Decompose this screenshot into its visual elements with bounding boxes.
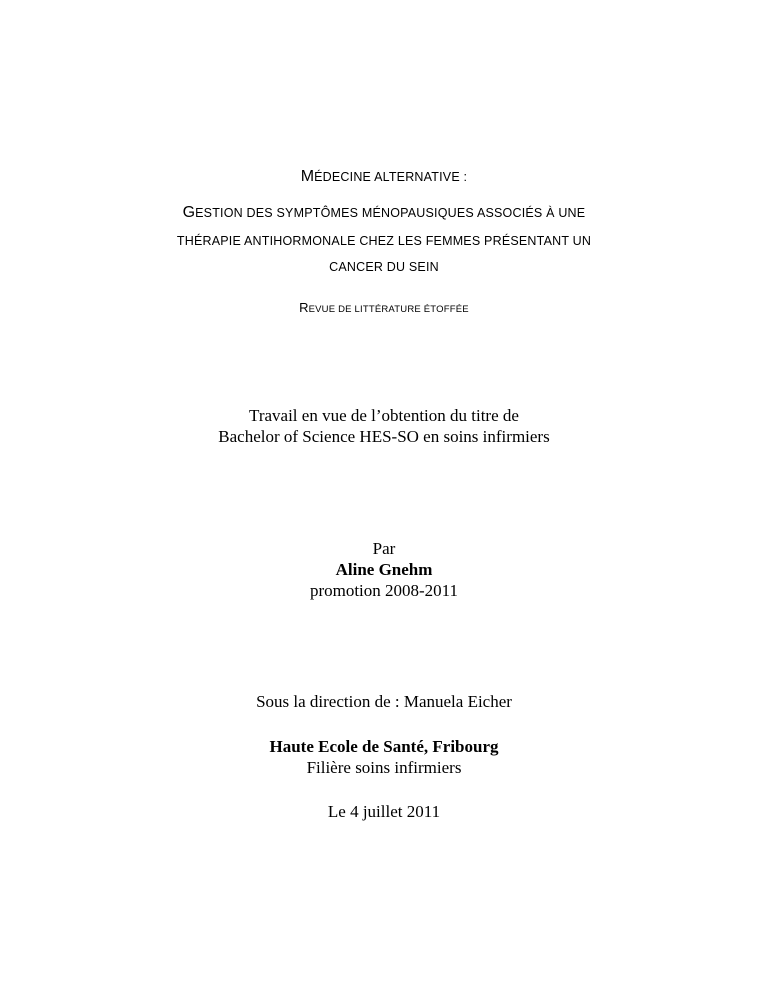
title-line-3 — [0, 232, 768, 250]
school-name: Haute Ecole de Santé, Fribourg — [269, 737, 499, 756]
subtitle-cap: R — [299, 300, 309, 315]
title-line-3-text: THÉRAPIE ANTIHORMONALE CHEZ LES FEMMES PRÉSENTANT UN — [176, 234, 592, 248]
subtitle — [0, 299, 768, 317]
title-line-1 — [0, 168, 768, 186]
purpose-line-1: Travail en vue de l’obtention du titre de — [249, 406, 519, 425]
supervision: Sous la direction de : Manuela Eicher — [256, 692, 512, 711]
title-line-2-rest: ESTION DES SYMPTÔMES MÉNOPAUSIQUES ASSOCIÉS À UNE — [195, 206, 586, 220]
title-line-1-cap: M — [300, 168, 315, 185]
title-line-4 — [0, 258, 768, 276]
title-line-4-text: CANCER DU SEIN — [329, 260, 439, 274]
school-program: Filière soins infirmiers — [306, 758, 462, 777]
author-by: Par — [372, 539, 396, 558]
subtitle-rest: EVUE DE LITTÉRATURE ÉTOFFÉE — [308, 304, 469, 315]
author-name: Aline Gnehm — [335, 560, 433, 579]
title-line-1-rest: ÉDECINE ALTERNATIVE : — [314, 170, 468, 184]
author-promotion: promotion 2008-2011 — [309, 581, 459, 600]
purpose-line-2: Bachelor of Science HES-SO en soins infirmiers — [218, 427, 550, 446]
title-line-2-cap: G — [182, 204, 196, 221]
title-line-2 — [0, 204, 768, 222]
date: Le 4 juillet 2011 — [327, 802, 441, 821]
